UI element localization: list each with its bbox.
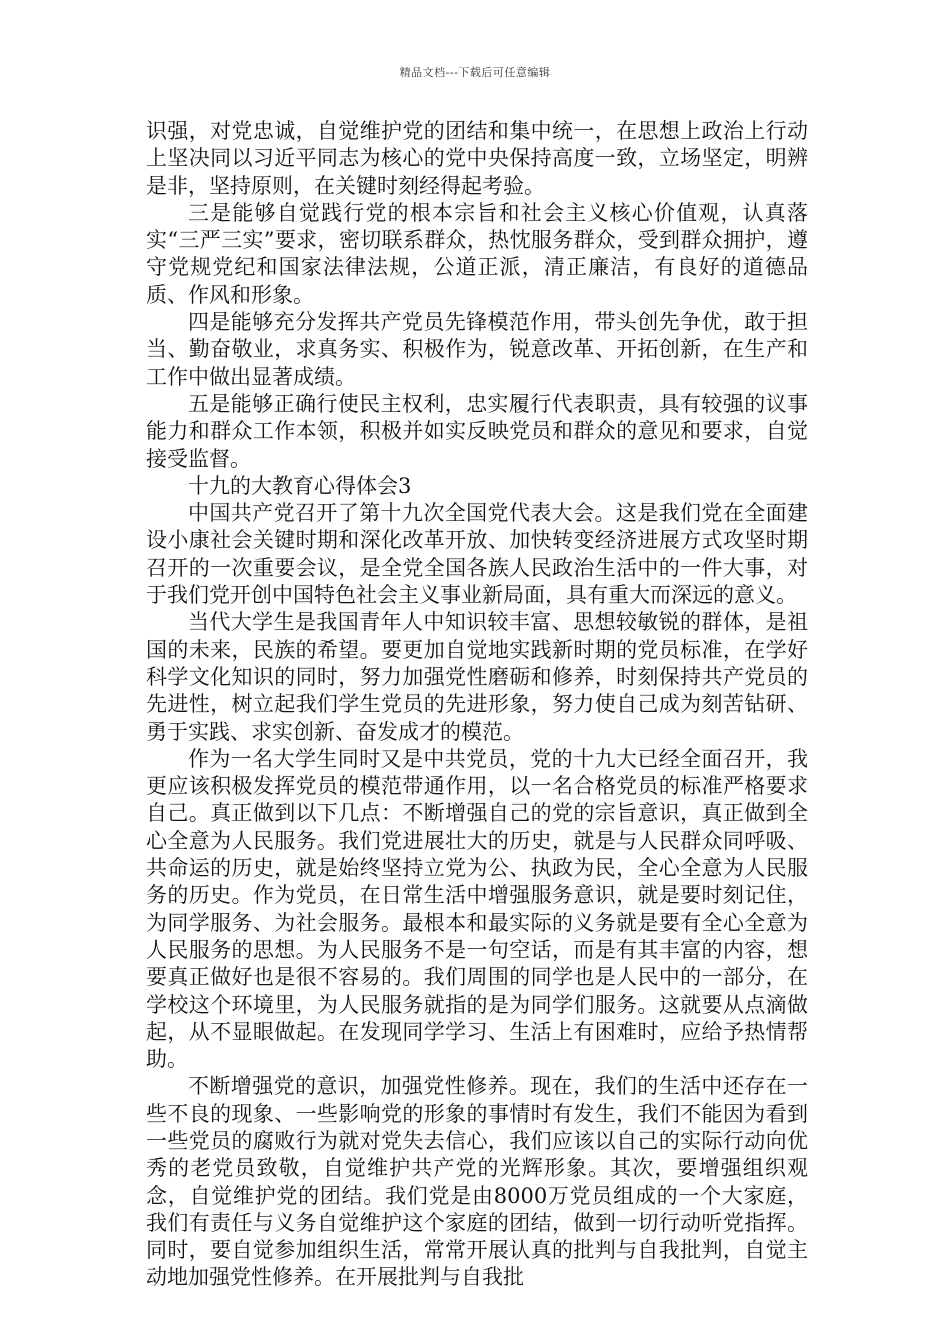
paragraph: 五是能够正确行使民主权利，忠实履行代表职责，具有较强的议事能力和群众工作本领，积极并如实反映党员和群众的意见和要求，自觉接受监督。 [146,391,808,471]
section-heading: 十九的大教育心得体会3 [188,473,412,498]
paragraph: 当代大学生是我国青年人中知识较丰富、思想较敏锐的群体，是祖国的未来，民族的希望。要更加自觉地实践新时期的党员标准，在学好科学文化知识的同时，努力加强党性磨砺和修养，时刻保持共产党员的先进性，树立起我们学生党员的先进形象，努力使自己成为刻苦钻研、勇于实践、求实创新、奋发成才的模范。 [146,610,808,744]
paragraph: 作为一名大学生同时又是中共党员，党的十九大已经全面召开，我更应该积极发挥党员的模范带通作用，以一名合格党员的标准严格要求自己。真正做到以下几点：不断增强自己的党的宗旨意识，真正做到全心全意为人民服务。我们党进展壮大的历史，就是与人民群众同呼吸、共命运的历史，就是始终坚持立党为公、执政为民，全心全意为人民服务的历史。作为党员，在日常生活中增强服务意识，就是要时刻记住，为同学服务、为社会服务。最根本和最实际的义务就是要有全心全意为人民服务的思想。为人民服务不是一句空话，而是有其丰富的内容，想要真正做好也是很不容易的。我们周围的同学也是人民中的一部分，在学校这个环境里，为人民服务就指的是为同学们服务。这就要从点滴做起，从不显眼做起。在发现同学学习、生活上有困难时，应给予热情帮助。 [146,746,808,1072]
paragraph: 三是能够自觉践行党的根本宗旨和社会主义核心价值观，认真落实“三严三实”要求，密切联系群众，热忱服务群众，受到群众拥护，遵守党规党纪和国家法律法规，公道正派，清正廉洁，有良好的道德品质、作风和形象。 [146,200,808,307]
paragraph: 不断增强党的意识，加强党性修养。现在，我们的生活中还存在一些不良的现象、一些影响党的形象的事情时有发生，我们不能因为看到一些党员的腐败行为就对党失去信心，我们应该以自己的实际行动向优秀的老党员致敬，自觉维护共产党的光辉形象。其次，要增强组织观念，自觉维护党的团结。我们党是由8000万党员组成的一个大家庭，我们有责任与义务自觉维护这个家庭的团结，做到一切行动听党指挥。同时，要自觉参加组织生活，常常开展认真的批判与自我批判，自觉主动地加强党性修养。在开展批判与自我批 [146,1074,808,1290]
paragraph: 中国共产党召开了第十九次全国党代表大会。这是我们党在全面建设小康社会关键时期和深化改革开放、加快转变经济进展方式攻坚时期召开的一次重要会议，是全党全国各族人民政治生活中的一件大事，对于我们党开创中国特色社会主义事业新局面，具有重大而深远的意义。 [146,501,808,608]
paragraph: 四是能够充分发挥共产党员先锋模范作用，带头创先争优，敢于担当、勤奋敬业，求真务实、积极作为，锐意改革、开拓创新，在生产和工作中做出显著成绩。 [146,310,808,389]
document-body [146,118,808,1292]
paragraph: 识强，对党忠诚，自觉维护党的团结和集中统一，在思想上政治上行动上坚决同以习近平同志为核心的党中央保持高度一致，立场坚定，明辨是非，坚持原则，在关键时刻经得起考验。 [146,119,808,198]
page-header: 精品文档---下载后可任意编辑 [399,66,551,79]
